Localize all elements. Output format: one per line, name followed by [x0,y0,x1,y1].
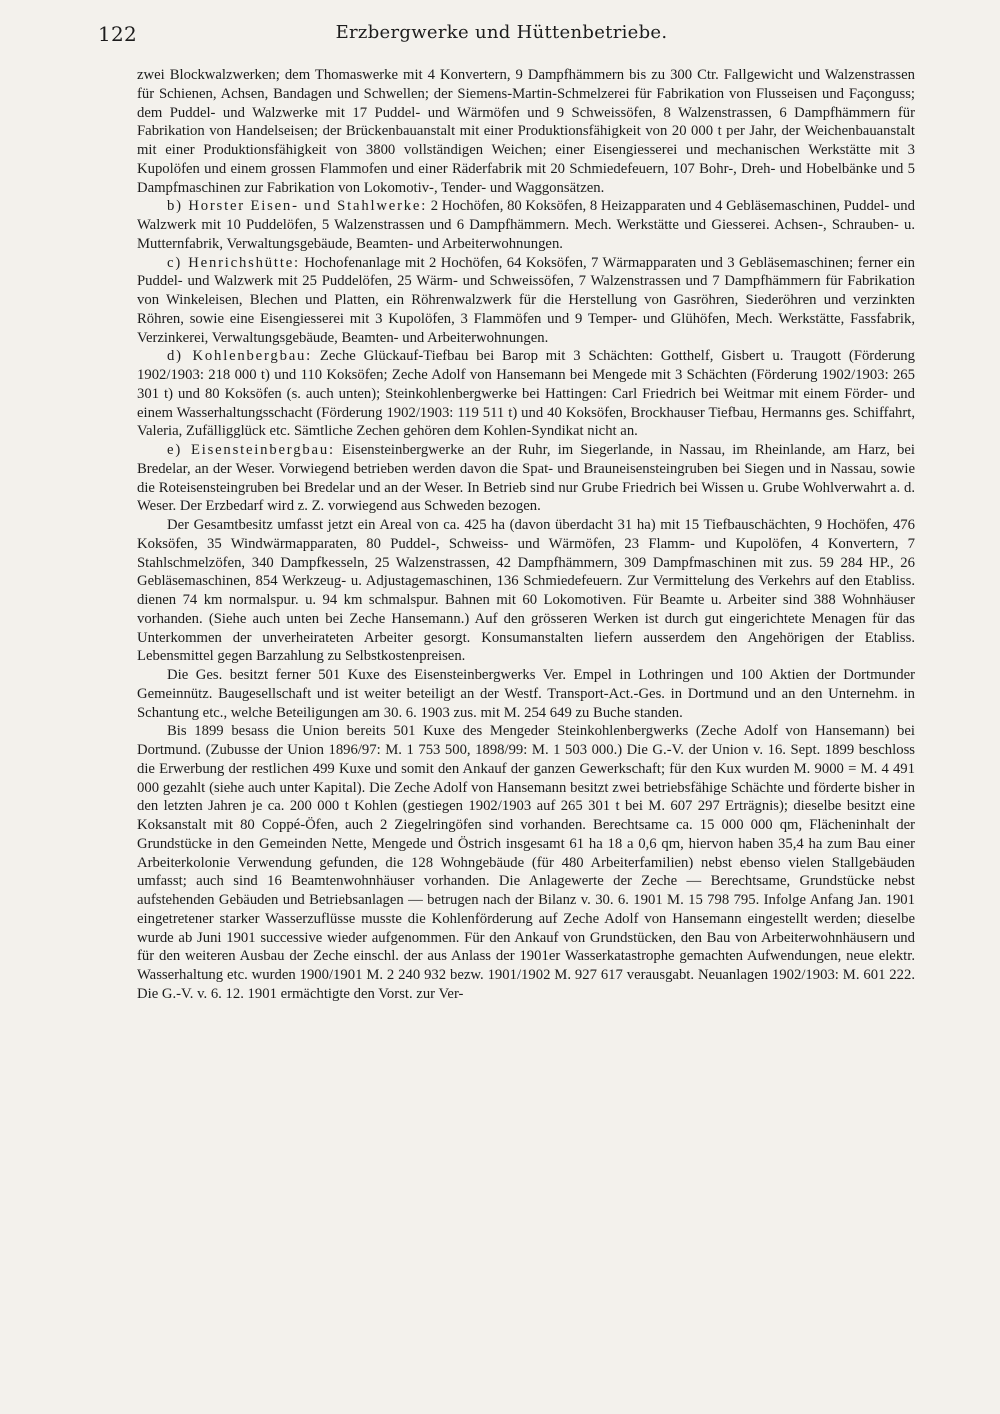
paragraph-text: Der Gesamtbesitz umfasst jetzt ein Areal von ca. 425 ha (davon überdacht 31 ha) mit 15 Tiefbauschächten, 9 Hochöfen, 476 Koksöfen, 35 Windwärmapparaten, 80 Puddel-, Schweiss- und Wärmöfen, 23 Flamm- und Kupolöfen, 4 Konvertern, 7 Stahlschmelzöfen, 340 Dampfkesseln, 25 Walzenstrassen, 42 Dampfhämmern, 309 Dampfmaschinen mit zus. 59 284 HP., 26 Gebläsemaschinen, 854 Werkzeug- u. Adjustagemaschinen, 136 Schmiedefeuern. Zur Vermittelung des Verkehrs auf den Etabliss. dienen 74 km normalspur. u. 94 km schmalspur. Bahnen mit 60 Lokomotiven. Für Beamte u. Arbeiter sind 388 Wohnhäuser vorhanden. (Siehe auch unten bei Zeche Hansemann.) Auf den grösseren Werken ist durch gut eingerichtete Menagen für das Unterkommen der unverheirateten Arbeiter gesorgt. Konsumanstalten liefern ausserdem den Angehörigen der Etabliss. Lebensmittel gegen Barzahlung zu Selbstkostenpreisen. [137,517,915,665]
paragraph-beteiligungen [137,666,915,722]
page-header [98,22,905,50]
paragraph-eisensteinbergbau [137,441,915,516]
paragraph-hansemann [137,722,915,1003]
paragraph-henrichshuette [137,254,915,348]
section-lead: c) Henrichshütte: [167,254,300,271]
section-lead: d) Kohlenbergbau: [167,348,313,365]
paragraph-gesamtbesitz [137,516,915,666]
paragraph-horster [137,197,915,253]
section-lead: b) Horster Eisen- und Stahlwerke: [167,198,428,215]
paragraph-text: Die Ges. besitzt ferner 501 Kuxe des Eisensteinbergwerks Ver. Empel in Lothringen und 100 Aktien der Dortmunder Gemeinnütz. Baugesellschaft und ist weiter beteiligt an der Westf. Transport-Act.-Ges. in Dortmund und an den Unternehm. in Schantung etc., welche Beteiligungen am 30. 6. 1903 zus. mit M. 254 649 zu Buche standen. [137,667,915,721]
paragraph-text: Hochofenanlage mit 2 Hochöfen, 64 Koksöfen, 7 Wärmapparaten und 3 Gebläsemaschinen; ferner ein Puddel- und Walzwerk mit 25 Puddelöfen, 25 Wärm- und Schweissöfen, 7 Walzenstrassen und 7 Dampfhämmern für Fabrikation von Winkeleisen, Blechen und Platten, ein Röhrenwalzwerk für die Herstellung von Gasröhren, Siederöhren und verzinkten Röhren, sowie eine Eisengiesserei mit 3 Kupolöfen, 3 Flammöfen und 9 Temper- und Glühöfen, Mech. Werkstätte, Fassfabrik, Verzinkerei, Verwaltungsgebäude, Beamten- und Arbeiterwohnungen. [137,254,915,346]
page-number: 122 [98,22,138,46]
paragraph-intro [137,66,915,197]
body-text [137,66,915,1004]
paragraph-text: zwei Blockwalzwerken; dem Thomaswerke mit 4 Konvertern, 9 Dampfhämmern bis zu 300 Ctr. Fallgewicht und Walzenstrassen für Schienen, Achsen, Bandagen und Schwellen; der Siemens-Martin-Schmelzerei für Fabrikation von Flusseisen und Façonguss; dem Puddel- und Walzwerke mit 17 Puddel- und Wärmöfen und 9 Schweissöfen, 8 Walzenstrassen, 6 Dampfhämmern für Fabrikation von Handelseisen; der Brückenbauanstalt mit einer Produktionsfähigkeit von 20 000 t per Jahr, der Weichenbauanstalt mit einer Produktionsfähigkeit von 3800 vollständigen Weichen; einer Eisengiesserei und mechanischen Werkstätte mit 3 Kupolöfen und einem grossen Flammofen und einer Räderfabrik mit 20 Schmiedefeuern, 107 Bohr-, Dreh- und Hobelbänke und 5 Dampfmaschinen zur Fabrikation von Lokomotiv-, Tender- und Waggonsätzen. [137,67,915,196]
paragraph-text: Bis 1899 besass die Union bereits 501 Kuxe des Mengeder Steinkohlenbergwerks (Zeche Adolf von Hansemann) bei Dortmund. (Zubusse der Union 1896/97: M. 1 753 500, 1898/99: M. 1 503 000.) Die G.-V. der Union v. 16. Sept. 1899 beschloss die Erwerbung der restlichen 499 Kuxe und somit den Ankauf der ganzen Gewerkschaft; für den Kux wurden M. 9000 = M. 4 491 000 gezahlt (siehe auch unter Kapital). Die Zeche Adolf von Hansemann besitzt zwei betriebsfähige Schächte und förderte bisher in den letzten Jahren je ca. 200 000 t Kohlen (gestiegen 1902/1903 auf 265 301 t bei M. 607 297 Erträgnis); dieselbe besitzt eine Koksanstalt mit 80 Coppé-Öfen, auch 2 Ziegelringöfen sind vorhanden. Berechtsame ca. 15 000 000 qm, Flächeninhalt der Grundstücke in den Gemeinden Nette, Mengede und Östrich insgesamt 61 ha 18 a 0,6 qm, hiervon haben 35,4 ha zum Bau einer Arbeiterkolonie Verwendung gefunden, die 128 Wohngebäude (für 480 Arbeiterfamilien) nebst ebenso vielen Stallgebäuden umfasst; auch sind 16 Beamtenwohnhäuser vorhanden. Die Anlagewerte der Zeche — Berechtsame, Grundstücke nebst aufstehenden Gebäuden und Betriebsanlagen — betrugen nach der Bilanz v. 30. 6. 1901 M. 15 798 795. Infolge Anfang Jan. 1901 eingetretener starker Wasserzuflüsse musste die Kohlenförderung auf Zeche Adolf von Hansemann eingestellt werden; dieselbe wurde ab Juni 1901 successive wieder aufgenommen. Für den Ankauf von Grundstücken, den Bau von Arbeiterwohnhäusern und für den weiteren Ausbau der Zeche einschl. der aus Anlass der 1901er Wasserkatastrophe gemachten Aufwendungen, neue elektr. Wasserhaltung etc. wurden 1900/1901 M. 2 240 932 bezw. 1901/1902 M. 927 617 verausgabt. Neuanlagen 1902/1903: M. 601 222. Die G.-V. v. 6. 12. 1901 ermächtigte den Vorst. zur Ver- [137,723,915,1002]
section-lead: e) Eisensteinbergbau: [167,442,335,458]
paragraph-text: Zeche Glückauf-Tiefbau bei Barop mit 3 Schächten: Gotthelf, Gisbert u. Traugott (Förderung 1902/1903: 218 000 t) und 110 Koksöfen; Zeche Adolf von Hansemann bei Mengede mit 3 Schächten (Förderung 1902/1903: 265 301 t) und 80 Koksöfen (s. auch unten); Steinkohlenbergwerke bei Hattingen: Carl Friedrich bei Weitmar mit einem Förder- und einem Wasserhaltungsschacht (Förderung 1902/1903: 119 511 t) und 40 Koksöfen, Brockhauser Tiefbau, Hermanns ges. Schiffahrt, Valeria, Zufälligglück etc. Sämtliche Zechen gehören dem Kohlen-Syndikat nicht an. [137,348,915,440]
paragraph-text: 2 Hochöfen, 80 Koksöfen, 8 Heizapparaten und 4 Gebläsemaschinen, Puddel- und Walzwerk mit 10 Puddelöfen, 5 Walzenstrassen und 6 Dampfhämmern. Mech. Werkstätte und Giesserei. Achsen-, Schrauben- u. Mutternfabrik, Verwaltungsgebäude, Beamten- und Arbeiterwohnungen. [137,198,915,252]
paragraph-kohlenbergbau [137,347,915,441]
paragraph-text: Eisensteinbergwerke an der Ruhr, im Siegerlande, in Nassau, im Rheinlande, am Harz, bei Bredelar, an der Weser. Vorwiegend betrieben werden davon die Spat- und Brauneisensteingruben bei Siegen und in Nassau, sowie die Roteisensteingruben bei Bredelar und an der Weser. In Betrieb sind nur Grube Friedrich bei Wissen u. Grube Wohlverwahrt a. d. Weser. Der Erzbedarf wird z. Z. vorwiegend aus Schweden bezogen. [137,442,915,515]
running-title: Erzbergwerke und Hüttenbetriebe. [335,22,668,43]
